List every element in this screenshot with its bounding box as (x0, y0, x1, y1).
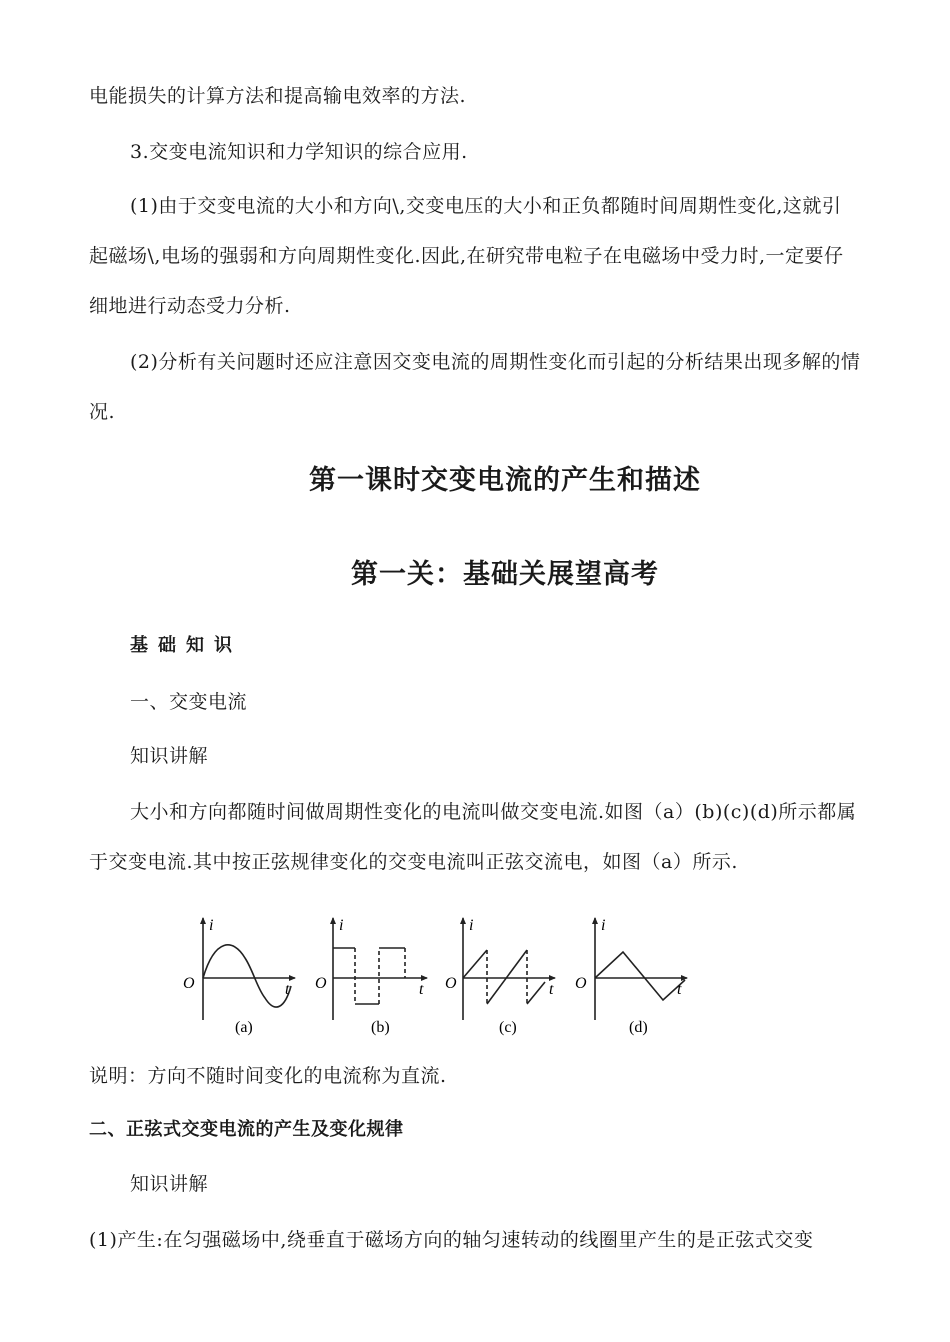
text-line: 于交变电流.其中按正弦规律变化的交变电流叫正弦交流电，如图（a）所示. (89, 851, 738, 873)
axis-label-i: i (601, 917, 606, 934)
origin-label: O (445, 975, 457, 992)
lesson-title: 第一课时交变电流的产生和描述 (309, 465, 701, 496)
caption-a: (a) (235, 1019, 253, 1036)
text-line: 细地进行动态受力分析. (89, 295, 291, 317)
text-line: (1)产生:在匀强磁场中,绕垂直于磁场方向的轴匀速转动的线圈里产生的是正弦式交变 (89, 1229, 814, 1251)
text-line: 况. (89, 401, 116, 423)
subsection-heading: 二、正弦式交变电流的产生及变化规律 (89, 1119, 404, 1140)
text-line: 电能损失的计算方法和提高输电效率的方法. (89, 85, 467, 107)
axis-label-t: t (285, 981, 290, 998)
text-line: (2)分析有关问题时还应注意因交变电流的周期性变化而引起的分析结果出现多解的情 (130, 351, 861, 373)
text-line: 3.交变电流知识和力学知识的综合应用. (130, 141, 468, 163)
heading-basic-knowledge: 基础知识 (130, 635, 242, 656)
axis-label-t: t (677, 981, 682, 998)
section-title: 第一关：基础关展望高考 (351, 559, 659, 590)
text-line: (1)由于交变电流的大小和方向\,交变电压的大小和正负都随时间周期性变化,这就引 (130, 195, 842, 217)
waveform-c (463, 918, 555, 1020)
subsection-heading: 一、交变电流 (130, 691, 248, 713)
subsection-label: 知识讲解 (130, 1173, 209, 1195)
origin-label: O (315, 975, 327, 992)
note: 说明：方向不随时间变化的电流称为直流. (89, 1065, 447, 1087)
caption-d: (d) (629, 1019, 648, 1036)
caption-c: (c) (499, 1019, 517, 1036)
origin-label: O (183, 975, 195, 992)
waveform-a (203, 918, 295, 1020)
ac-waveform-figure (175, 908, 695, 1040)
subsection-label: 知识讲解 (130, 745, 209, 767)
origin-label: O (575, 975, 587, 992)
caption-b: (b) (371, 1019, 390, 1036)
axis-label-i: i (469, 917, 474, 934)
axis-label-i: i (209, 917, 214, 934)
waveform-b (333, 918, 427, 1020)
text-line: 大小和方向都随时间做周期性变化的电流叫做交变电流.如图（a）(b)(c)(d)所示都属 (130, 801, 857, 823)
axis-label-t: t (549, 981, 554, 998)
text-line: 起磁场\,电场的强弱和方向周期性变化.因此,在研究带电粒子在电磁场中受力时,一定要仔 (89, 245, 844, 267)
axis-label-i: i (339, 917, 344, 934)
waveform-d (595, 918, 687, 1020)
axis-label-t: t (419, 981, 424, 998)
